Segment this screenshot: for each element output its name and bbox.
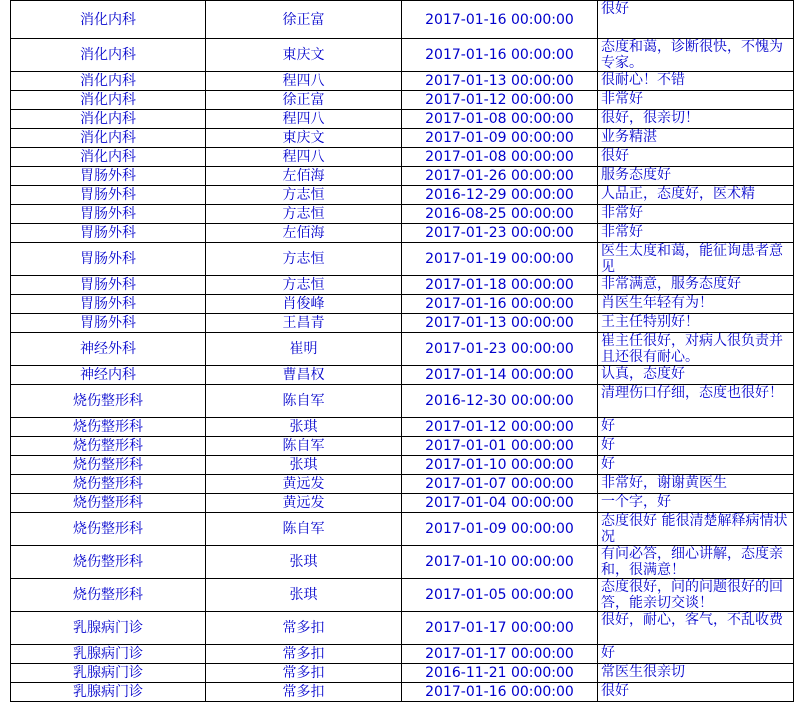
- department-cell: 消化内科: [11, 129, 206, 148]
- table-row: [11, 418, 794, 437]
- table-row: [11, 579, 794, 612]
- date-cell: 2017-01-23 00:00:00: [402, 224, 598, 243]
- table-row: [11, 224, 794, 243]
- table-row: [11, 513, 794, 546]
- comment-cell: 很好: [598, 148, 794, 167]
- comment-cell: 非常好: [598, 91, 794, 110]
- table-row: [11, 546, 794, 579]
- table-row: [11, 437, 794, 456]
- doctor-cell: 陈自军: [206, 437, 402, 456]
- department-cell: 胃肠外科: [11, 295, 206, 314]
- date-cell: 2017-01-10 00:00:00: [402, 546, 598, 579]
- date-cell: 2016-11-21 00:00:00: [402, 664, 598, 683]
- doctor-cell: 左佰海: [206, 167, 402, 186]
- comment-cell: 一个字，好: [598, 494, 794, 513]
- comment-cell: 王主任特别好！: [598, 314, 794, 333]
- doctor-cell: 程四八: [206, 148, 402, 167]
- table-row: [11, 645, 794, 664]
- department-cell: 乳腺病门诊: [11, 683, 206, 702]
- doctor-cell: 徐正富: [206, 1, 402, 39]
- doctor-cell: 東庆文: [206, 39, 402, 72]
- table-row: [11, 148, 794, 167]
- date-cell: 2017-01-09 00:00:00: [402, 129, 598, 148]
- date-cell: 2017-01-26 00:00:00: [402, 167, 598, 186]
- comment-cell: 崔主任很好，对病人很负责并且还很有耐心。: [598, 333, 794, 366]
- review-table-body: [11, 1, 794, 702]
- date-cell: 2017-01-13 00:00:00: [402, 72, 598, 91]
- date-cell: 2016-08-25 00:00:00: [402, 205, 598, 224]
- comment-cell: 人品正，态度好，医术精: [598, 186, 794, 205]
- comment-cell: 肖医生年轻有为！: [598, 295, 794, 314]
- department-cell: 胃肠外科: [11, 243, 206, 276]
- table-row: [11, 295, 794, 314]
- comment-cell: 态度很好 能很清楚解释病情状况: [598, 513, 794, 546]
- department-cell: 消化内科: [11, 91, 206, 110]
- department-cell: 烧伤整形科: [11, 437, 206, 456]
- comment-cell: 有问必答，细心讲解，态度亲和，很满意！: [598, 546, 794, 579]
- department-cell: 神经内科: [11, 366, 206, 385]
- date-cell: 2017-01-16 00:00:00: [402, 683, 598, 702]
- date-cell: 2017-01-16 00:00:00: [402, 39, 598, 72]
- department-cell: 胃肠外科: [11, 314, 206, 333]
- doctor-cell: 東庆文: [206, 129, 402, 148]
- doctor-cell: 黄远发: [206, 475, 402, 494]
- table-row: [11, 314, 794, 333]
- date-cell: 2017-01-16 00:00:00: [402, 295, 598, 314]
- date-cell: 2017-01-01 00:00:00: [402, 437, 598, 456]
- doctor-cell: 张琪: [206, 456, 402, 475]
- date-cell: 2017-01-07 00:00:00: [402, 475, 598, 494]
- table-row: [11, 167, 794, 186]
- department-cell: 乳腺病门诊: [11, 645, 206, 664]
- department-cell: 神经外科: [11, 333, 206, 366]
- date-cell: 2017-01-17 00:00:00: [402, 612, 598, 645]
- date-cell: 2017-01-16 00:00:00: [402, 1, 598, 39]
- comment-cell: 很好: [598, 683, 794, 702]
- department-cell: 消化内科: [11, 72, 206, 91]
- doctor-cell: 方志恒: [206, 186, 402, 205]
- comment-cell: 态度和蔼，诊断很快，不愧为专家。: [598, 39, 794, 72]
- department-cell: 消化内科: [11, 148, 206, 167]
- table-row: [11, 39, 794, 72]
- doctor-cell: 张琪: [206, 546, 402, 579]
- table-row: [11, 333, 794, 366]
- table-row: [11, 475, 794, 494]
- doctor-cell: 曹昌权: [206, 366, 402, 385]
- doctor-cell: 程四八: [206, 110, 402, 129]
- comment-cell: 很好，耐心，客气，不乱收费: [598, 612, 794, 645]
- comment-cell: 很好: [598, 1, 794, 39]
- date-cell: 2017-01-23 00:00:00: [402, 333, 598, 366]
- doctor-cell: 程四八: [206, 72, 402, 91]
- doctor-cell: 常多扣: [206, 683, 402, 702]
- table-row: [11, 205, 794, 224]
- table-row: [11, 91, 794, 110]
- department-cell: 烧伤整形科: [11, 385, 206, 418]
- department-cell: 烧伤整形科: [11, 475, 206, 494]
- table-row: [11, 110, 794, 129]
- department-cell: 消化内科: [11, 1, 206, 39]
- department-cell: 乳腺病门诊: [11, 664, 206, 683]
- date-cell: 2017-01-14 00:00:00: [402, 366, 598, 385]
- comment-cell: 好: [598, 645, 794, 664]
- comment-cell: 非常好，谢谢黄医生: [598, 475, 794, 494]
- department-cell: 胃肠外科: [11, 224, 206, 243]
- date-cell: 2017-01-13 00:00:00: [402, 314, 598, 333]
- date-cell: 2017-01-04 00:00:00: [402, 494, 598, 513]
- date-cell: 2016-12-29 00:00:00: [402, 186, 598, 205]
- date-cell: 2017-01-05 00:00:00: [402, 579, 598, 612]
- comment-cell: 态度很好，问的问题很好的回答，能亲切交谈！: [598, 579, 794, 612]
- comment-cell: 常医生很亲切: [598, 664, 794, 683]
- doctor-cell: 陈自军: [206, 385, 402, 418]
- review-table: [10, 0, 794, 702]
- date-cell: 2017-01-17 00:00:00: [402, 645, 598, 664]
- doctor-cell: 肖俊峰: [206, 295, 402, 314]
- table-row: [11, 494, 794, 513]
- department-cell: 烧伤整形科: [11, 456, 206, 475]
- doctor-cell: 张琪: [206, 579, 402, 612]
- department-cell: 胃肠外科: [11, 205, 206, 224]
- comment-cell: 医生太度和蔼，能征询患者意见: [598, 243, 794, 276]
- comment-cell: 好: [598, 456, 794, 475]
- table-row: [11, 276, 794, 295]
- comment-cell: 非常好: [598, 205, 794, 224]
- date-cell: 2017-01-08 00:00:00: [402, 110, 598, 129]
- table-row: [11, 385, 794, 418]
- date-cell: 2017-01-08 00:00:00: [402, 148, 598, 167]
- comment-cell: 认真，态度好: [598, 366, 794, 385]
- comment-cell: 非常满意，服务态度好: [598, 276, 794, 295]
- department-cell: 胃肠外科: [11, 186, 206, 205]
- doctor-cell: 张琪: [206, 418, 402, 437]
- doctor-cell: 左佰海: [206, 224, 402, 243]
- doctor-cell: 徐正富: [206, 91, 402, 110]
- table-row: [11, 664, 794, 683]
- department-cell: 烧伤整形科: [11, 513, 206, 546]
- comment-cell: 服务态度好: [598, 167, 794, 186]
- doctor-cell: 黄远发: [206, 494, 402, 513]
- date-cell: 2017-01-09 00:00:00: [402, 513, 598, 546]
- department-cell: 胃肠外科: [11, 276, 206, 295]
- table-row: [11, 129, 794, 148]
- table-row: [11, 683, 794, 702]
- comment-cell: 很耐心！不错: [598, 72, 794, 91]
- doctor-cell: 常多扣: [206, 645, 402, 664]
- date-cell: 2017-01-12 00:00:00: [402, 91, 598, 110]
- table-row: [11, 366, 794, 385]
- comment-cell: 非常好: [598, 224, 794, 243]
- department-cell: 烧伤整形科: [11, 579, 206, 612]
- department-cell: 消化内科: [11, 110, 206, 129]
- date-cell: 2017-01-18 00:00:00: [402, 276, 598, 295]
- department-cell: 烧伤整形科: [11, 418, 206, 437]
- doctor-cell: 崔明: [206, 333, 402, 366]
- table-row: [11, 1, 794, 39]
- table-row: [11, 612, 794, 645]
- department-cell: 胃肠外科: [11, 167, 206, 186]
- doctor-cell: 常多扣: [206, 664, 402, 683]
- date-cell: 2016-12-30 00:00:00: [402, 385, 598, 418]
- department-cell: 乳腺病门诊: [11, 612, 206, 645]
- date-cell: 2017-01-10 00:00:00: [402, 456, 598, 475]
- department-cell: 消化内科: [11, 39, 206, 72]
- table-row: [11, 243, 794, 276]
- comment-cell: 清理伤口仔细，态度也很好！: [598, 385, 794, 418]
- date-cell: 2017-01-12 00:00:00: [402, 418, 598, 437]
- date-cell: 2017-01-19 00:00:00: [402, 243, 598, 276]
- comment-cell: 很好，很亲切！: [598, 110, 794, 129]
- comment-cell: 好: [598, 418, 794, 437]
- comment-cell: 业务精湛: [598, 129, 794, 148]
- doctor-cell: 王昌青: [206, 314, 402, 333]
- table-row: [11, 456, 794, 475]
- doctor-cell: 陈自军: [206, 513, 402, 546]
- doctor-cell: 常多扣: [206, 612, 402, 645]
- table-row: [11, 186, 794, 205]
- table-row: [11, 72, 794, 91]
- doctor-cell: 方志恒: [206, 276, 402, 295]
- department-cell: 烧伤整形科: [11, 494, 206, 513]
- doctor-cell: 方志恒: [206, 205, 402, 224]
- doctor-cell: 方志恒: [206, 243, 402, 276]
- comment-cell: 好: [598, 437, 794, 456]
- department-cell: 烧伤整形科: [11, 546, 206, 579]
